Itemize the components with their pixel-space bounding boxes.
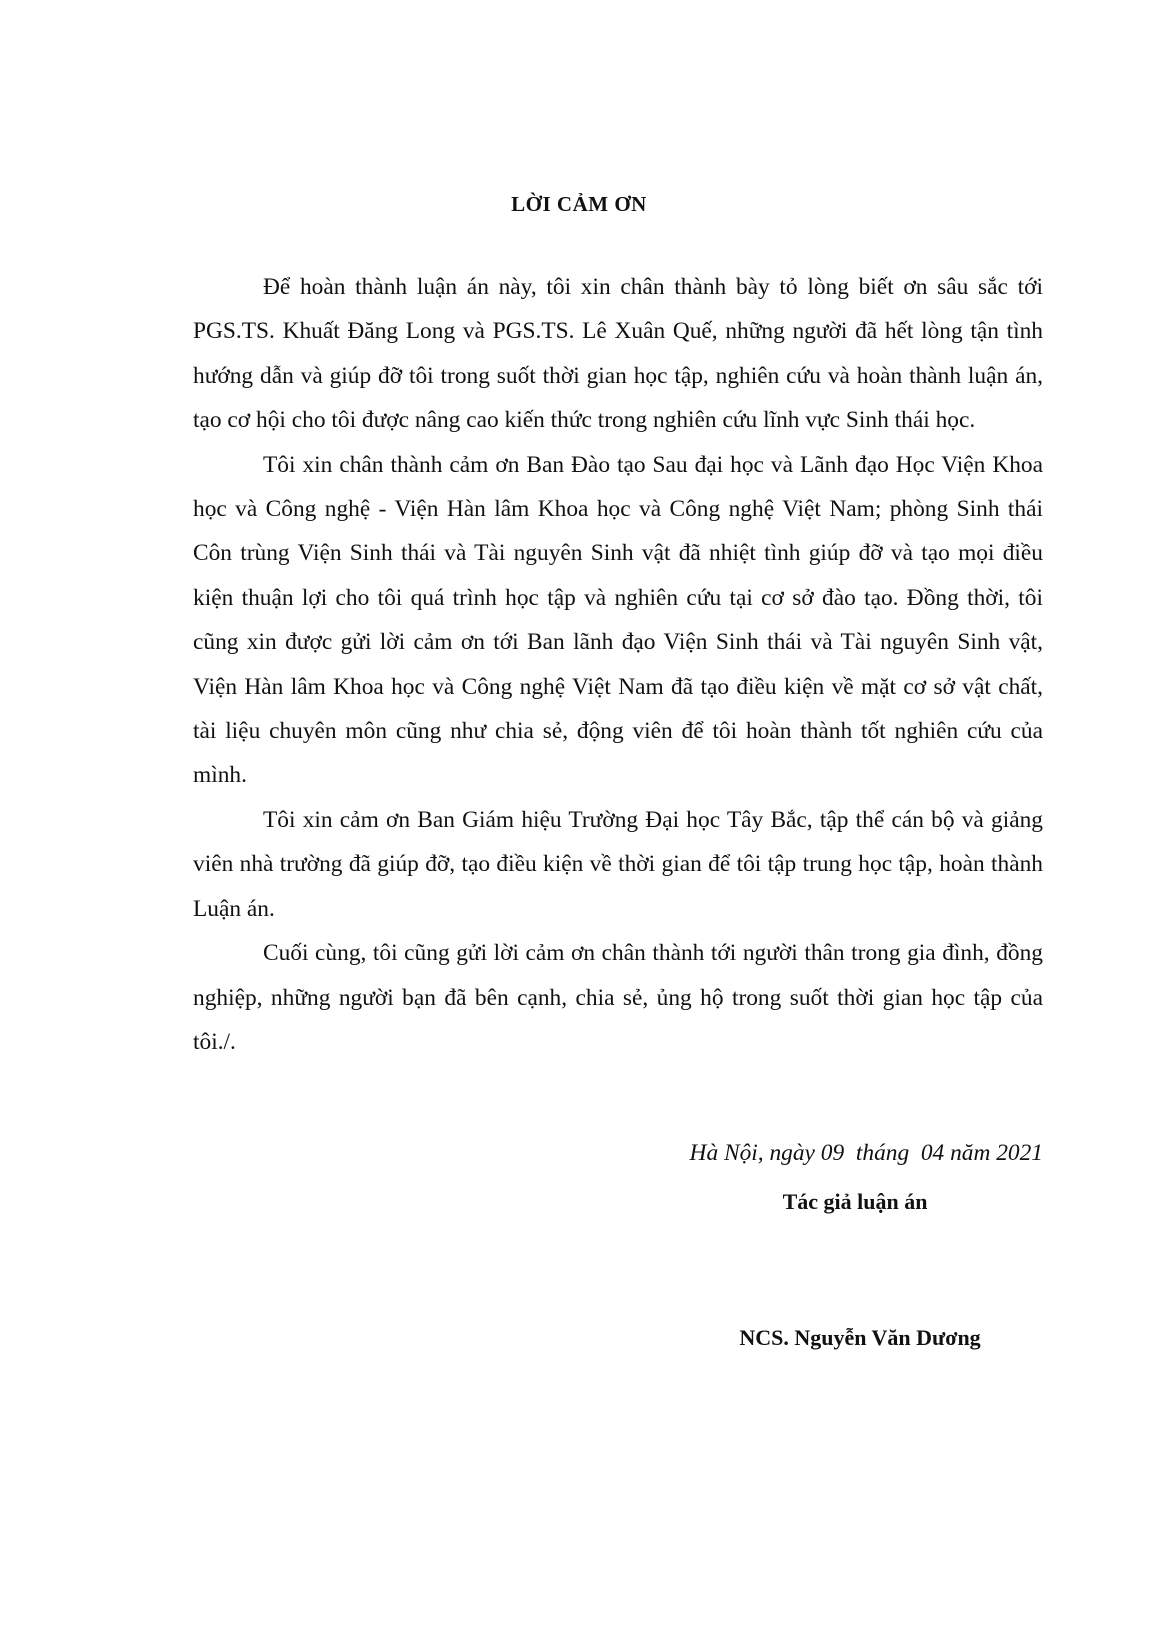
- paragraph-1: Để hoàn thành luận án này, tôi xin chân thành bày tỏ lòng biết ơn sâu sắc tới PGS.TS. Khuất Đăng Long và PGS.TS. Lê Xuân Quế, những người đã hết lòng tận tình hướng dẫn và giúp đỡ tôi trong suốt thời gian học tập, nghiên cứu và hoàn thành luận án, tạo cơ hội cho tôi được nâng cao kiến thức trong nghiên cứu lĩnh vực Sinh thái học.: [193, 274, 1043, 434]
- page-title: LỜI CẢM ƠN: [511, 192, 647, 216]
- signature-name: NCS. Nguyễn Văn Dương: [739, 1325, 981, 1350]
- paragraph-3: Tôi xin cảm ơn Ban Giám hiệu Trường Đại học Tây Bắc, tập thể cán bộ và giảng viên nhà trường đã giúp đỡ, tạo điều kiện về thời gian để tôi tập trung học tập, hoàn thành Luận án.: [193, 806, 1043, 922]
- signature-role: Tác giả luận án: [782, 1189, 928, 1214]
- paragraph-2: Tôi xin chân thành cảm ơn Ban Đào tạo Sau đại học và Lãnh đạo Học Viện Khoa học và Công nghệ - Viện Hàn lâm Khoa học và Công nghệ Việt Nam; phòng Sinh thái Côn trùng Viện Sinh thái và Tài nguyên Sinh vật đã nhiệt tình giúp đỡ và tạo mọi điều kiện thuận lợi cho tôi quá trình học tập và nghiên cứu tại cơ sở đào tạo. Đồng thời, tôi cũng xin được gửi lời cảm ơn tới Ban lãnh đạo Viện Sinh thái và Tài nguyên Sinh vật, Viện Hàn lâm Khoa học và Công nghệ Việt Nam đã tạo điều kiện về mặt cơ sở vật chất, tài liệu chuyên môn cũng như chia sẻ, động viên để tôi hoàn thành tốt nghiên cứu của mình.: [193, 451, 1043, 789]
- acknowledgement-body: [193, 265, 1043, 1064]
- signature-place-date: Hà Nội, ngày 09 tháng 04 năm 2021: [689, 1140, 1043, 1166]
- paragraph-4: Cuối cùng, tôi cũng gửi lời cảm ơn chân thành tới người thân trong gia đình, đồng nghiệp, những người bạn đã bên cạnh, chia sẻ, ủng hộ trong suốt thời gian học tập của tôi./.: [193, 940, 1043, 1055]
